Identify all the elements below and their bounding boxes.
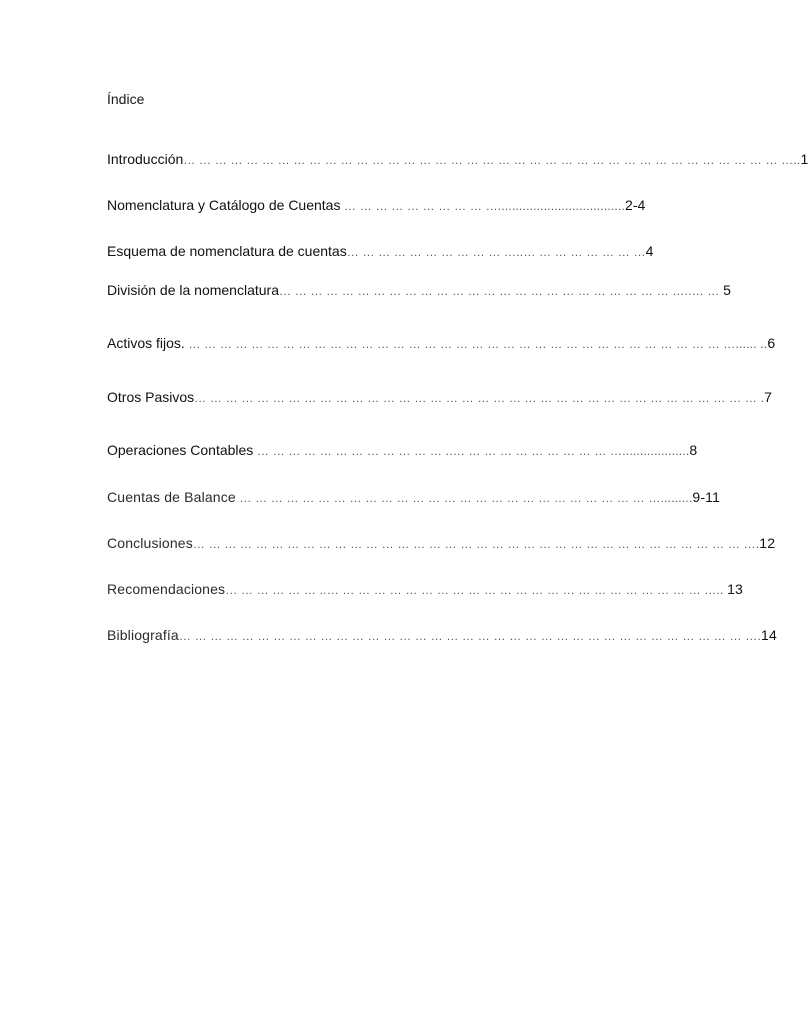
toc-leader-dots: … … … … … … ..… … … … … … … … … … … … … … … … … … … … … … … … ….. (225, 583, 728, 597)
toc-entry-label: Cuentas de Balance (107, 489, 236, 505)
toc-leader-dots: … … … … … … … … … … … … ..… … … … … … … … … … …................... (253, 444, 690, 458)
toc-leader-dots: … … … … … … … … … … … … … … … … … … … … … … … … … … … … … … … … … … …...... .. (184, 337, 768, 351)
toc-entry-label: Nomenclatura y Catálogo de Cuentas (107, 197, 341, 213)
toc-entry-activos-fijos (107, 334, 775, 353)
toc-leader-dots: … … … … … … … … … … … … … … … … … … … … … … … … … … … … … … … … … … … …. (192, 537, 760, 551)
toc-leader-dots: … … … … … … … … … … … … … … … … … … … … … … … … … … …......... (235, 491, 693, 505)
toc-entry-recomendaciones (107, 580, 743, 599)
toc-entry-label: Recomendaciones (107, 581, 226, 597)
index-title: Índice (107, 91, 145, 107)
toc-entry-conclusiones (107, 534, 775, 553)
toc-page-number: 9-11 (692, 489, 721, 505)
toc-page-number: 6 (767, 335, 776, 351)
toc-leader-dots: … … … … … … … … … … … … … … … … … … … … … … … … … … … … … … … … … … … … . (194, 391, 765, 405)
toc-page-number: 13 (727, 581, 743, 597)
toc-page-number: 1 (800, 151, 808, 167)
toc-leader-dots: … … … … … … … … … … … … … … … … … … … … … … … … … … … … … … … … … … … … …. (178, 629, 762, 643)
toc-page-number: 14 (761, 627, 777, 643)
toc-page-number: 8 (689, 442, 698, 458)
toc-entry-otros-pasivos (107, 388, 772, 407)
toc-entry-label: División de la nomenclatura (107, 282, 279, 298)
toc-page-number: 2-4 (625, 197, 646, 213)
toc-page-number: 4 (645, 243, 654, 259)
toc-entry-operaciones-contables (107, 441, 697, 460)
toc-entry-label: Activos fijos. (107, 335, 185, 351)
toc-page-number: 7 (764, 389, 772, 405)
toc-entry-esquema-nomenclatura (107, 242, 653, 261)
toc-entry-nomenclatura-catalogo (107, 196, 645, 215)
toc-leader-dots: … … … … … … … … … … …..… … … … … … … … (346, 245, 646, 259)
toc-entry-label: Otros Pasivos (107, 389, 195, 405)
toc-entry-cuentas-balance (107, 488, 720, 507)
toc-leader-dots: … … … … … … … … … … … … … … … … … … … … … … … … … … … … … … … … … … … … … … ….. (183, 153, 801, 167)
toc-entry-division-nomenclatura (107, 281, 731, 300)
toc-leader-dots: … … … … … … … … … ….................................... (340, 199, 626, 213)
toc-entry-label: Introducción (107, 151, 184, 167)
toc-entry-label: Operaciones Contables (107, 442, 254, 458)
toc-entry-label: Conclusiones (107, 535, 193, 551)
toc-leader-dots: … … … … … … … … … … … … … … … … … … … … … … … … … …..… … (278, 284, 724, 298)
toc-entry-label: Esquema de nomenclatura de cuentas (107, 243, 347, 259)
toc-entry-bibliografia (107, 626, 777, 645)
toc-entry-introduccion (107, 150, 808, 169)
toc-entry-label: Bibliografía (107, 627, 179, 643)
toc-page-number: 5 (723, 282, 731, 298)
toc-page-number: 12 (759, 535, 776, 551)
